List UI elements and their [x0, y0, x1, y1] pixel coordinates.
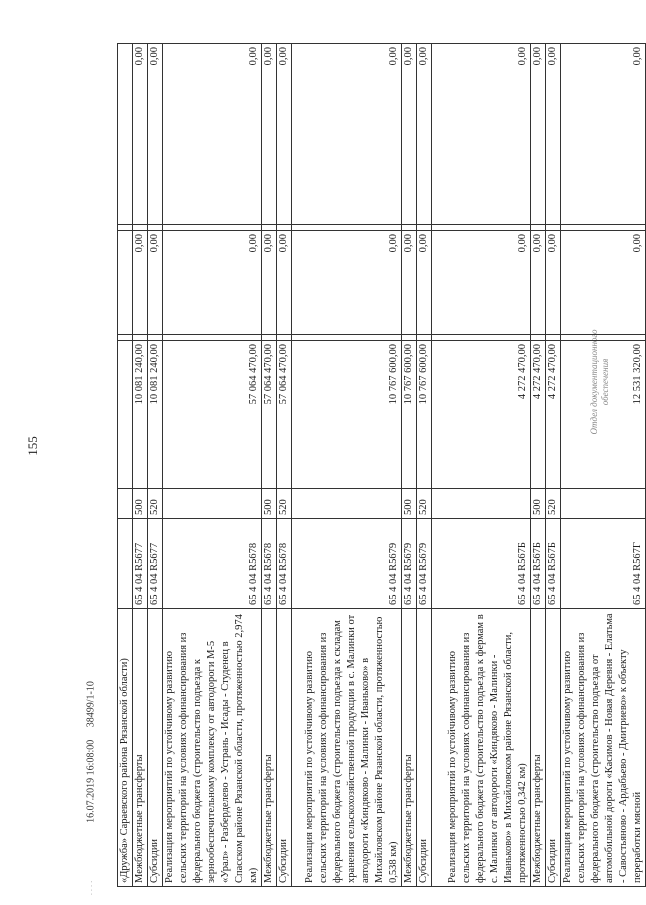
divider-cell — [118, 335, 133, 341]
divider-cell — [163, 335, 262, 341]
vid-cell — [292, 489, 402, 519]
vid-cell — [561, 489, 646, 519]
divider-cell — [546, 225, 561, 231]
vid-cell — [432, 489, 531, 519]
code-cell — [118, 519, 133, 609]
table-row — [546, 44, 561, 887]
divider-cell — [402, 335, 417, 341]
page-number: 155 — [25, 436, 40, 456]
name-cell: Межбюджетные трансферты — [531, 609, 546, 887]
name-cell: Реализация мероприятий по устойчивому развитию сельских территорий на условиях софинансирования из федерального бюджета (строительство подъезда к фермам в с. Малинки от автодороги «Киндяково - Малинки - Иваньково» в Михайловском районе Рязанской области, протяженностью 0,342 км) — [432, 609, 531, 887]
budget-table-rotated — [117, 44, 643, 887]
name-cell: Межбюджетные трансферты — [133, 609, 148, 887]
table-row — [432, 44, 531, 887]
divider-cell — [292, 225, 402, 231]
divider-cell — [432, 335, 531, 341]
code-cell: 65 4 04 R5679 — [402, 519, 417, 609]
divider-cell — [277, 335, 292, 341]
zero-cell-2 — [118, 44, 133, 225]
vid-cell — [163, 489, 262, 519]
zero-cell-2: 0,00 — [546, 44, 561, 225]
amount-cell: 10 081 240,00 — [148, 341, 163, 489]
name-cell: Субсидии — [277, 609, 292, 887]
code-cell: 65 4 04 R567Б — [546, 519, 561, 609]
divider-cell — [292, 335, 402, 341]
code-cell: 65 4 04 R5679 — [292, 519, 402, 609]
zero-cell-2: 0,00 — [163, 44, 262, 225]
name-cell: Межбюджетные трансферты — [402, 609, 417, 887]
code-cell: 65 4 04 R5679 — [417, 519, 432, 609]
stamp-line-1: Отдел документационного — [589, 329, 599, 435]
divider-cell — [277, 225, 292, 231]
zero-cell-2: 0,00 — [417, 44, 432, 225]
amount-cell: 57 064 470,00 — [262, 341, 277, 489]
code-cell: 65 4 04 R5677 — [133, 519, 148, 609]
table-row — [402, 44, 417, 887]
divider-cell — [148, 335, 163, 341]
vid-cell: 500 — [133, 489, 148, 519]
divider-cell — [148, 225, 163, 231]
stamp-line-2: обеспечения — [600, 358, 610, 406]
divider-cell — [546, 335, 561, 341]
zero-cell-1: 0,00 — [292, 231, 402, 335]
footer-doc-id: 38499/1-10 — [85, 681, 97, 728]
code-cell: 65 4 04 R5678 — [277, 519, 292, 609]
amount-cell: 12 531 320,00 — [561, 341, 646, 489]
footer-date: 16.07.2019 16:08:00 — [85, 739, 97, 823]
footer-line — [86, 681, 97, 823]
table-row — [277, 44, 292, 887]
zero-cell-1: 0,00 — [432, 231, 531, 335]
divider-cell — [262, 335, 277, 341]
divider-cell — [402, 225, 417, 231]
name-cell: Субсидии — [148, 609, 163, 887]
code-cell: 65 4 04 R567Б — [432, 519, 531, 609]
code-cell: 65 4 04 R5677 — [148, 519, 163, 609]
name-cell: Субсидии — [546, 609, 561, 887]
table-row — [417, 44, 432, 887]
divider-cell — [163, 225, 262, 231]
zero-cell-2: 0,00 — [292, 44, 402, 225]
zero-cell-2: 0,00 — [531, 44, 546, 225]
zero-cell-2: 0,00 — [133, 44, 148, 225]
divider-cell — [417, 225, 432, 231]
amount-cell: 10 081 240,00 — [133, 341, 148, 489]
table-row — [531, 44, 546, 887]
zero-cell-1: 0,00 — [531, 231, 546, 335]
vid-cell: 500 — [531, 489, 546, 519]
divider-cell — [561, 225, 646, 231]
code-cell: 65 4 04 R5678 — [262, 519, 277, 609]
zero-cell-2: 0,00 — [277, 44, 292, 225]
zero-cell-1: 0,00 — [561, 231, 646, 335]
vid-cell: 500 — [262, 489, 277, 519]
name-cell: Субсидии — [417, 609, 432, 887]
zero-cell-2: 0,00 — [148, 44, 163, 225]
zero-cell-1: 0,00 — [163, 231, 262, 335]
budget-table — [117, 43, 646, 887]
table-row — [118, 44, 133, 887]
name-cell: Межбюджетные трансферты — [262, 609, 277, 887]
zero-cell-2: 0,00 — [432, 44, 531, 225]
amount-cell: 57 064 470,00 — [277, 341, 292, 489]
divider-cell — [561, 335, 646, 341]
table-row — [163, 44, 262, 887]
table-row — [262, 44, 277, 887]
zero-cell-1 — [118, 231, 133, 335]
divider-cell — [262, 225, 277, 231]
code-cell: 65 4 04 R5678 — [163, 519, 262, 609]
zero-cell-1: 0,00 — [277, 231, 292, 335]
divider-cell — [417, 335, 432, 341]
zero-cell-2: 0,00 — [262, 44, 277, 225]
amount-cell: 10 767 600,00 — [292, 341, 402, 489]
zero-cell-2: 0,00 — [402, 44, 417, 225]
name-cell: Реализация мероприятий по устойчивому развитию сельских территорий на условиях софинансирования из федерального бюджета (строительство подъезда от автомобильной дороги «Касимов - Новая Деревня - Елатьма - Савостьяново - Ардабьево - Дмитриево» к объекту переработки мясной — [561, 609, 646, 887]
vid-cell: 520 — [277, 489, 292, 519]
amount-cell: 4 272 470,00 — [546, 341, 561, 489]
amount-cell: 10 767 600,00 — [402, 341, 417, 489]
budget-table-body — [118, 44, 646, 887]
table-row — [292, 44, 402, 887]
vid-cell: 520 — [148, 489, 163, 519]
divider-cell — [432, 225, 531, 231]
amount-cell — [118, 341, 133, 489]
vid-cell: 500 — [402, 489, 417, 519]
divider-cell — [118, 225, 133, 231]
vid-cell: 520 — [546, 489, 561, 519]
name-cell: «Дружба» Сараевского района Рязанской области) — [118, 609, 133, 887]
table-row — [133, 44, 148, 887]
name-cell: Реализация мероприятий по устойчивому развитию сельских территорий на условиях софинансирования из федерального бюджета (строительство подъезда к складам хранения сельскохозяйственной продукции в с. Малинки от автодороги «Киндяково - Малинки - Иваньково» в Михайловском районе Рязанской области, протяженностью 0,538 км) — [292, 609, 402, 887]
code-cell: 65 4 04 R567Г — [561, 519, 646, 609]
amount-cell: 10 767 600,00 — [417, 341, 432, 489]
amount-cell: 4 272 470,00 — [531, 341, 546, 489]
zero-cell-1: 0,00 — [402, 231, 417, 335]
divider-cell — [531, 225, 546, 231]
zero-cell-2: 0,00 — [561, 44, 646, 225]
divider-cell — [133, 335, 148, 341]
vid-cell — [118, 489, 133, 519]
divider-cell — [531, 335, 546, 341]
amount-cell: 57 064 470,00 — [163, 341, 262, 489]
amount-cell: 4 272 470,00 — [432, 341, 531, 489]
table-row — [148, 44, 163, 887]
table-row — [561, 44, 646, 887]
code-cell: 65 4 04 R567Б — [531, 519, 546, 609]
zero-cell-1: 0,00 — [546, 231, 561, 335]
vid-cell: 520 — [417, 489, 432, 519]
zero-cell-1: 0,00 — [417, 231, 432, 335]
zero-cell-1: 0,00 — [262, 231, 277, 335]
scan-mark: · · · · — [88, 880, 96, 896]
divider-cell — [133, 225, 148, 231]
name-cell: Реализация мероприятий по устойчивому развитию сельских территорий на условиях софинансирования из федерального бюджета (строительство подъезда к зернообеспечительному комплексу от автодороги М-5 «Урал» - Разберделево - Устрань - Исады - Студенец в Спасском районе Рязанской области, протяженностью 2,974 км) — [163, 609, 262, 887]
zero-cell-1: 0,00 — [133, 231, 148, 335]
zero-cell-1: 0,00 — [148, 231, 163, 335]
